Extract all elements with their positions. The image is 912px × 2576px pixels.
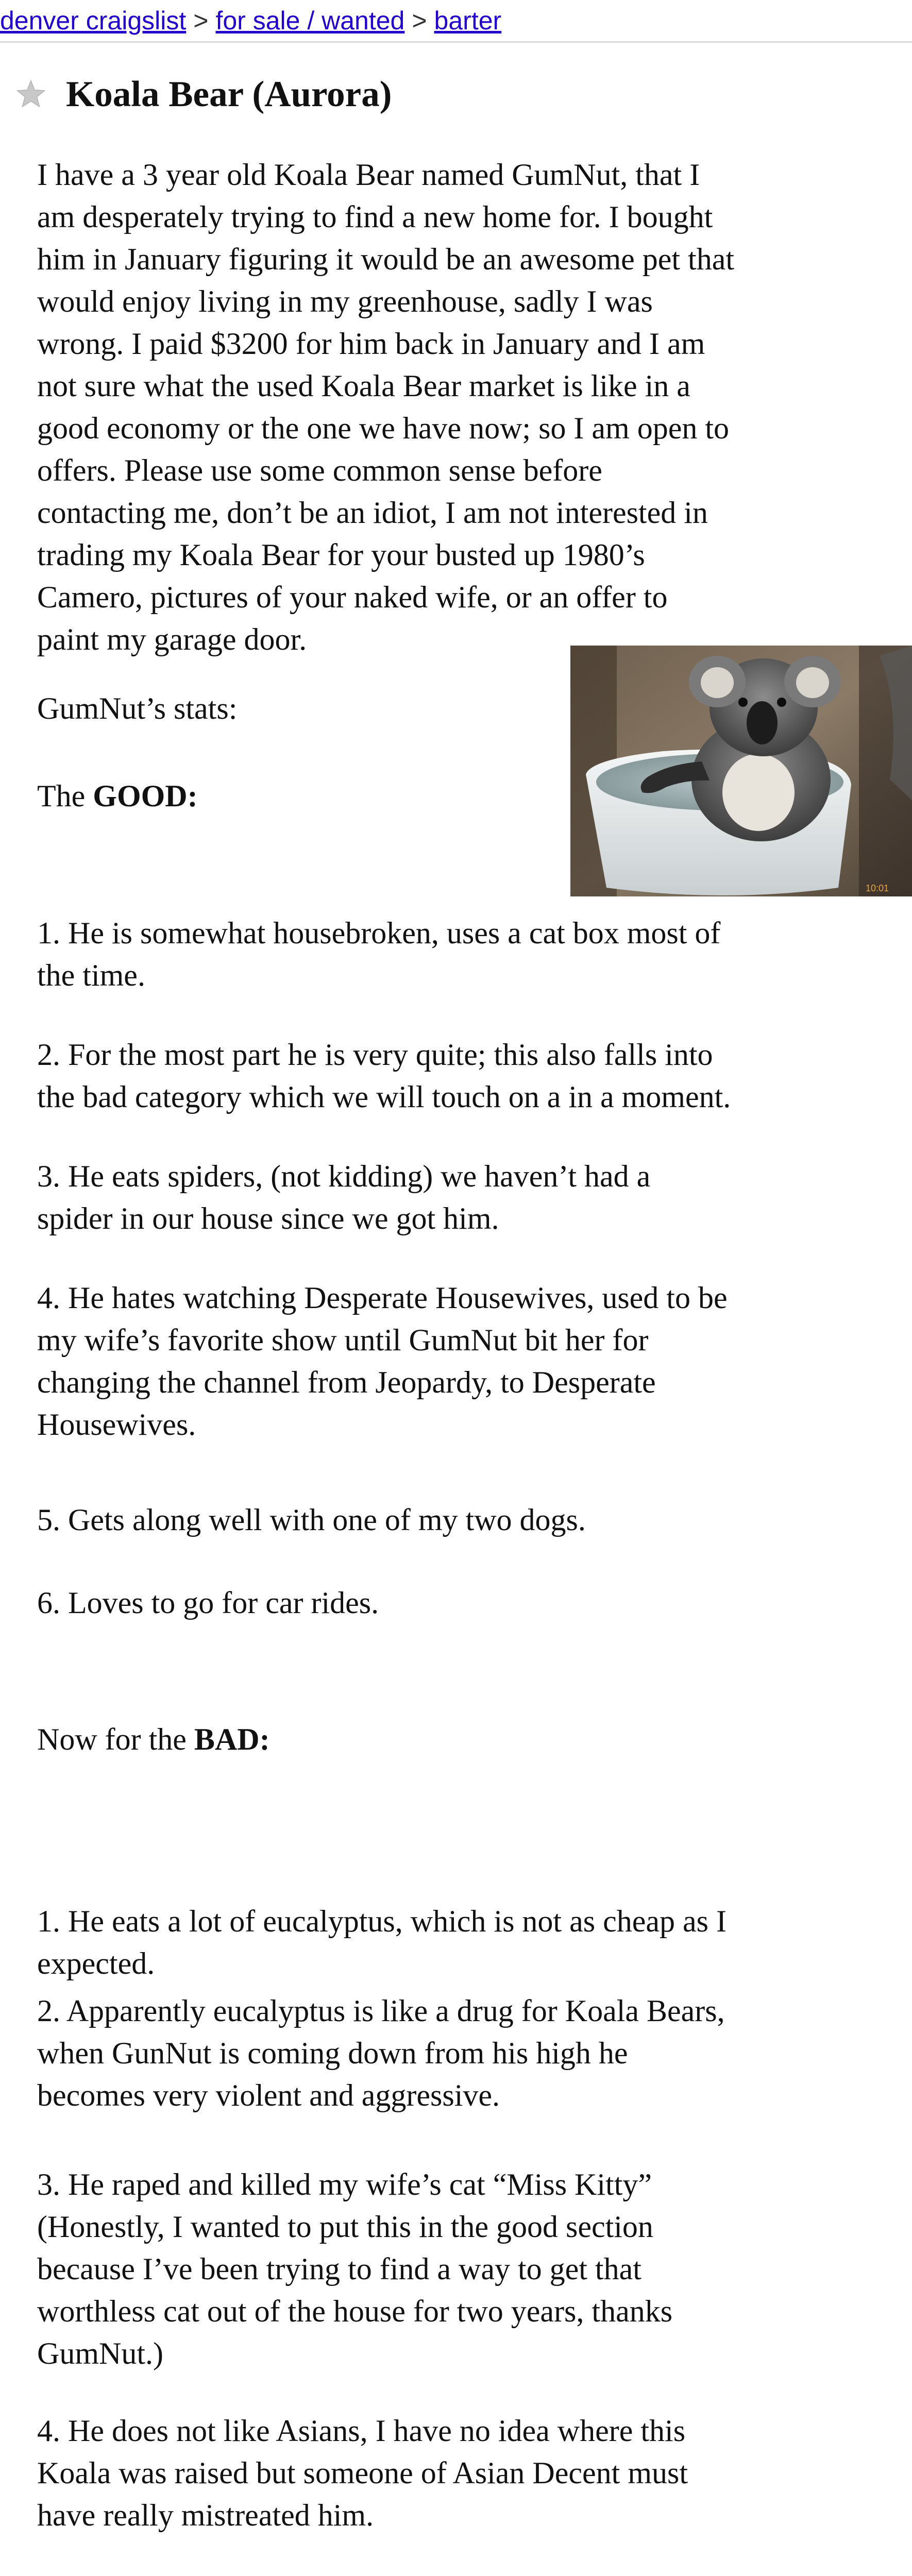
breadcrumb-separator: > (193, 6, 209, 35)
good-item (37, 1155, 650, 1240)
breadcrumb-category-link[interactable]: for sale / wanted (215, 6, 405, 35)
bad-item-line: because I’ve been trying to find a way to get that (37, 2252, 641, 2286)
bad-heading-word: BAD: (194, 1722, 270, 1756)
intro-line: Camero, pictures of your naked wife, or an offer to (37, 580, 668, 614)
intro-line: would enjoy living in my greenhouse, sadly I was (37, 284, 653, 318)
good-item (37, 1033, 731, 1118)
bad-item-line: (Honestly, I wanted to put this in the good section (37, 2210, 653, 2244)
good-item-line: 5. Gets along well with one of my two dogs. (37, 1503, 586, 1537)
good-item-line: the bad category which we will touch on a in a moment. (37, 1080, 731, 1114)
koala-photo[interactable] (570, 646, 912, 896)
bad-item (37, 2163, 672, 2375)
intro-line: paint my garage door. (37, 622, 307, 656)
good-item-line: Housewives. (37, 1408, 196, 1442)
bad-item-line: 2. Apparently eucalyptus is like a drug for Koala Bears, (37, 1994, 725, 2028)
bad-item-line: 1. He eats a lot of eucalyptus, which is not as cheap as I (37, 1904, 727, 1938)
star-icon[interactable] (15, 79, 46, 110)
breadcrumb (0, 0, 912, 43)
bad-heading-prefix: Now for the (37, 1722, 194, 1756)
good-heading (37, 775, 198, 817)
intro-line: am desperately trying to find a new home for. I bought (37, 200, 713, 234)
good-item-line: spider in our house since we got him. (37, 1201, 499, 1235)
good-item-line: changing the channel from Jeopardy, to Desperate (37, 1365, 656, 1399)
intro-line: offers. Please use some common sense before (37, 453, 602, 487)
bad-item-line: when GunNut is coming down from his high he (37, 2036, 628, 2070)
post-title: Koala Bear (Aurora) (66, 74, 392, 114)
breadcrumb-subcategory-link[interactable]: barter (434, 6, 502, 35)
good-item-line: 4. He hates watching Desperate Housewives, used to be (37, 1281, 728, 1315)
bad-item-line: expected. (37, 1946, 155, 1980)
bad-item (37, 2410, 688, 2536)
good-item (37, 1499, 586, 1541)
good-heading-prefix: The (37, 779, 93, 813)
good-item-line: 6. Loves to go for car rides. (37, 1586, 379, 1620)
good-item (37, 1277, 728, 1446)
stats-label: GumNut’s stats: (37, 691, 238, 725)
bad-item (37, 1990, 725, 2116)
stats-section (37, 687, 237, 730)
title-row (15, 71, 392, 117)
intro-line: him in January figuring it would be an awesome pet that (37, 242, 735, 276)
intro-paragraph (37, 154, 734, 660)
intro-line: good economy or the one we have now; so I am open to (37, 411, 729, 445)
intro-line: wrong. I paid $3200 for him back in January and I am (37, 327, 705, 361)
good-item-line: 3. He eats spiders, (not kidding) we haven’t had a (37, 1159, 651, 1193)
good-item-line: 2. For the most part he is very quite; this also falls into (37, 1038, 713, 1072)
breadcrumb-separator: > (412, 6, 427, 35)
bad-item-line: worthless cat out of the house for two years, thanks (37, 2294, 673, 2328)
bad-item (37, 1900, 727, 1985)
good-item-line: 1. He is somewhat housebroken, uses a cat box most of (37, 916, 721, 950)
bad-item-line: Koala was raised but someone of Asian Decent must (37, 2456, 688, 2490)
good-item-line: the time. (37, 958, 145, 992)
intro-line: not sure what the used Koala Bear market is like in a (37, 369, 690, 403)
intro-line: contacting me, don’t be an idiot, I am not interested in (37, 496, 708, 530)
bad-item-line: 4. He does not like Asians, I have no idea where this (37, 2414, 686, 2448)
bad-item-line: becomes very violent and aggressive. (37, 2078, 500, 2112)
bad-item-line: have really mistreated him. (37, 2498, 374, 2532)
good-heading-word: GOOD: (93, 779, 198, 813)
photo-timestamp: 10:01 (865, 883, 889, 893)
good-item-line: my wife’s favorite show until GumNut bit her for (37, 1323, 649, 1357)
good-item (37, 912, 720, 996)
bad-heading (37, 1718, 270, 1760)
breadcrumb-site-link[interactable]: denver craigslist (0, 6, 187, 35)
bad-item-line: GumNut.) (37, 2336, 163, 2370)
bad-item-line: 3. He raped and killed my wife’s cat “Miss Kitty” (37, 2167, 652, 2201)
good-item (37, 1582, 379, 1624)
intro-line: trading my Koala Bear for your busted up 1980’s (37, 538, 645, 572)
intro-line: I have a 3 year old Koala Bear named GumNut, that I (37, 158, 700, 192)
